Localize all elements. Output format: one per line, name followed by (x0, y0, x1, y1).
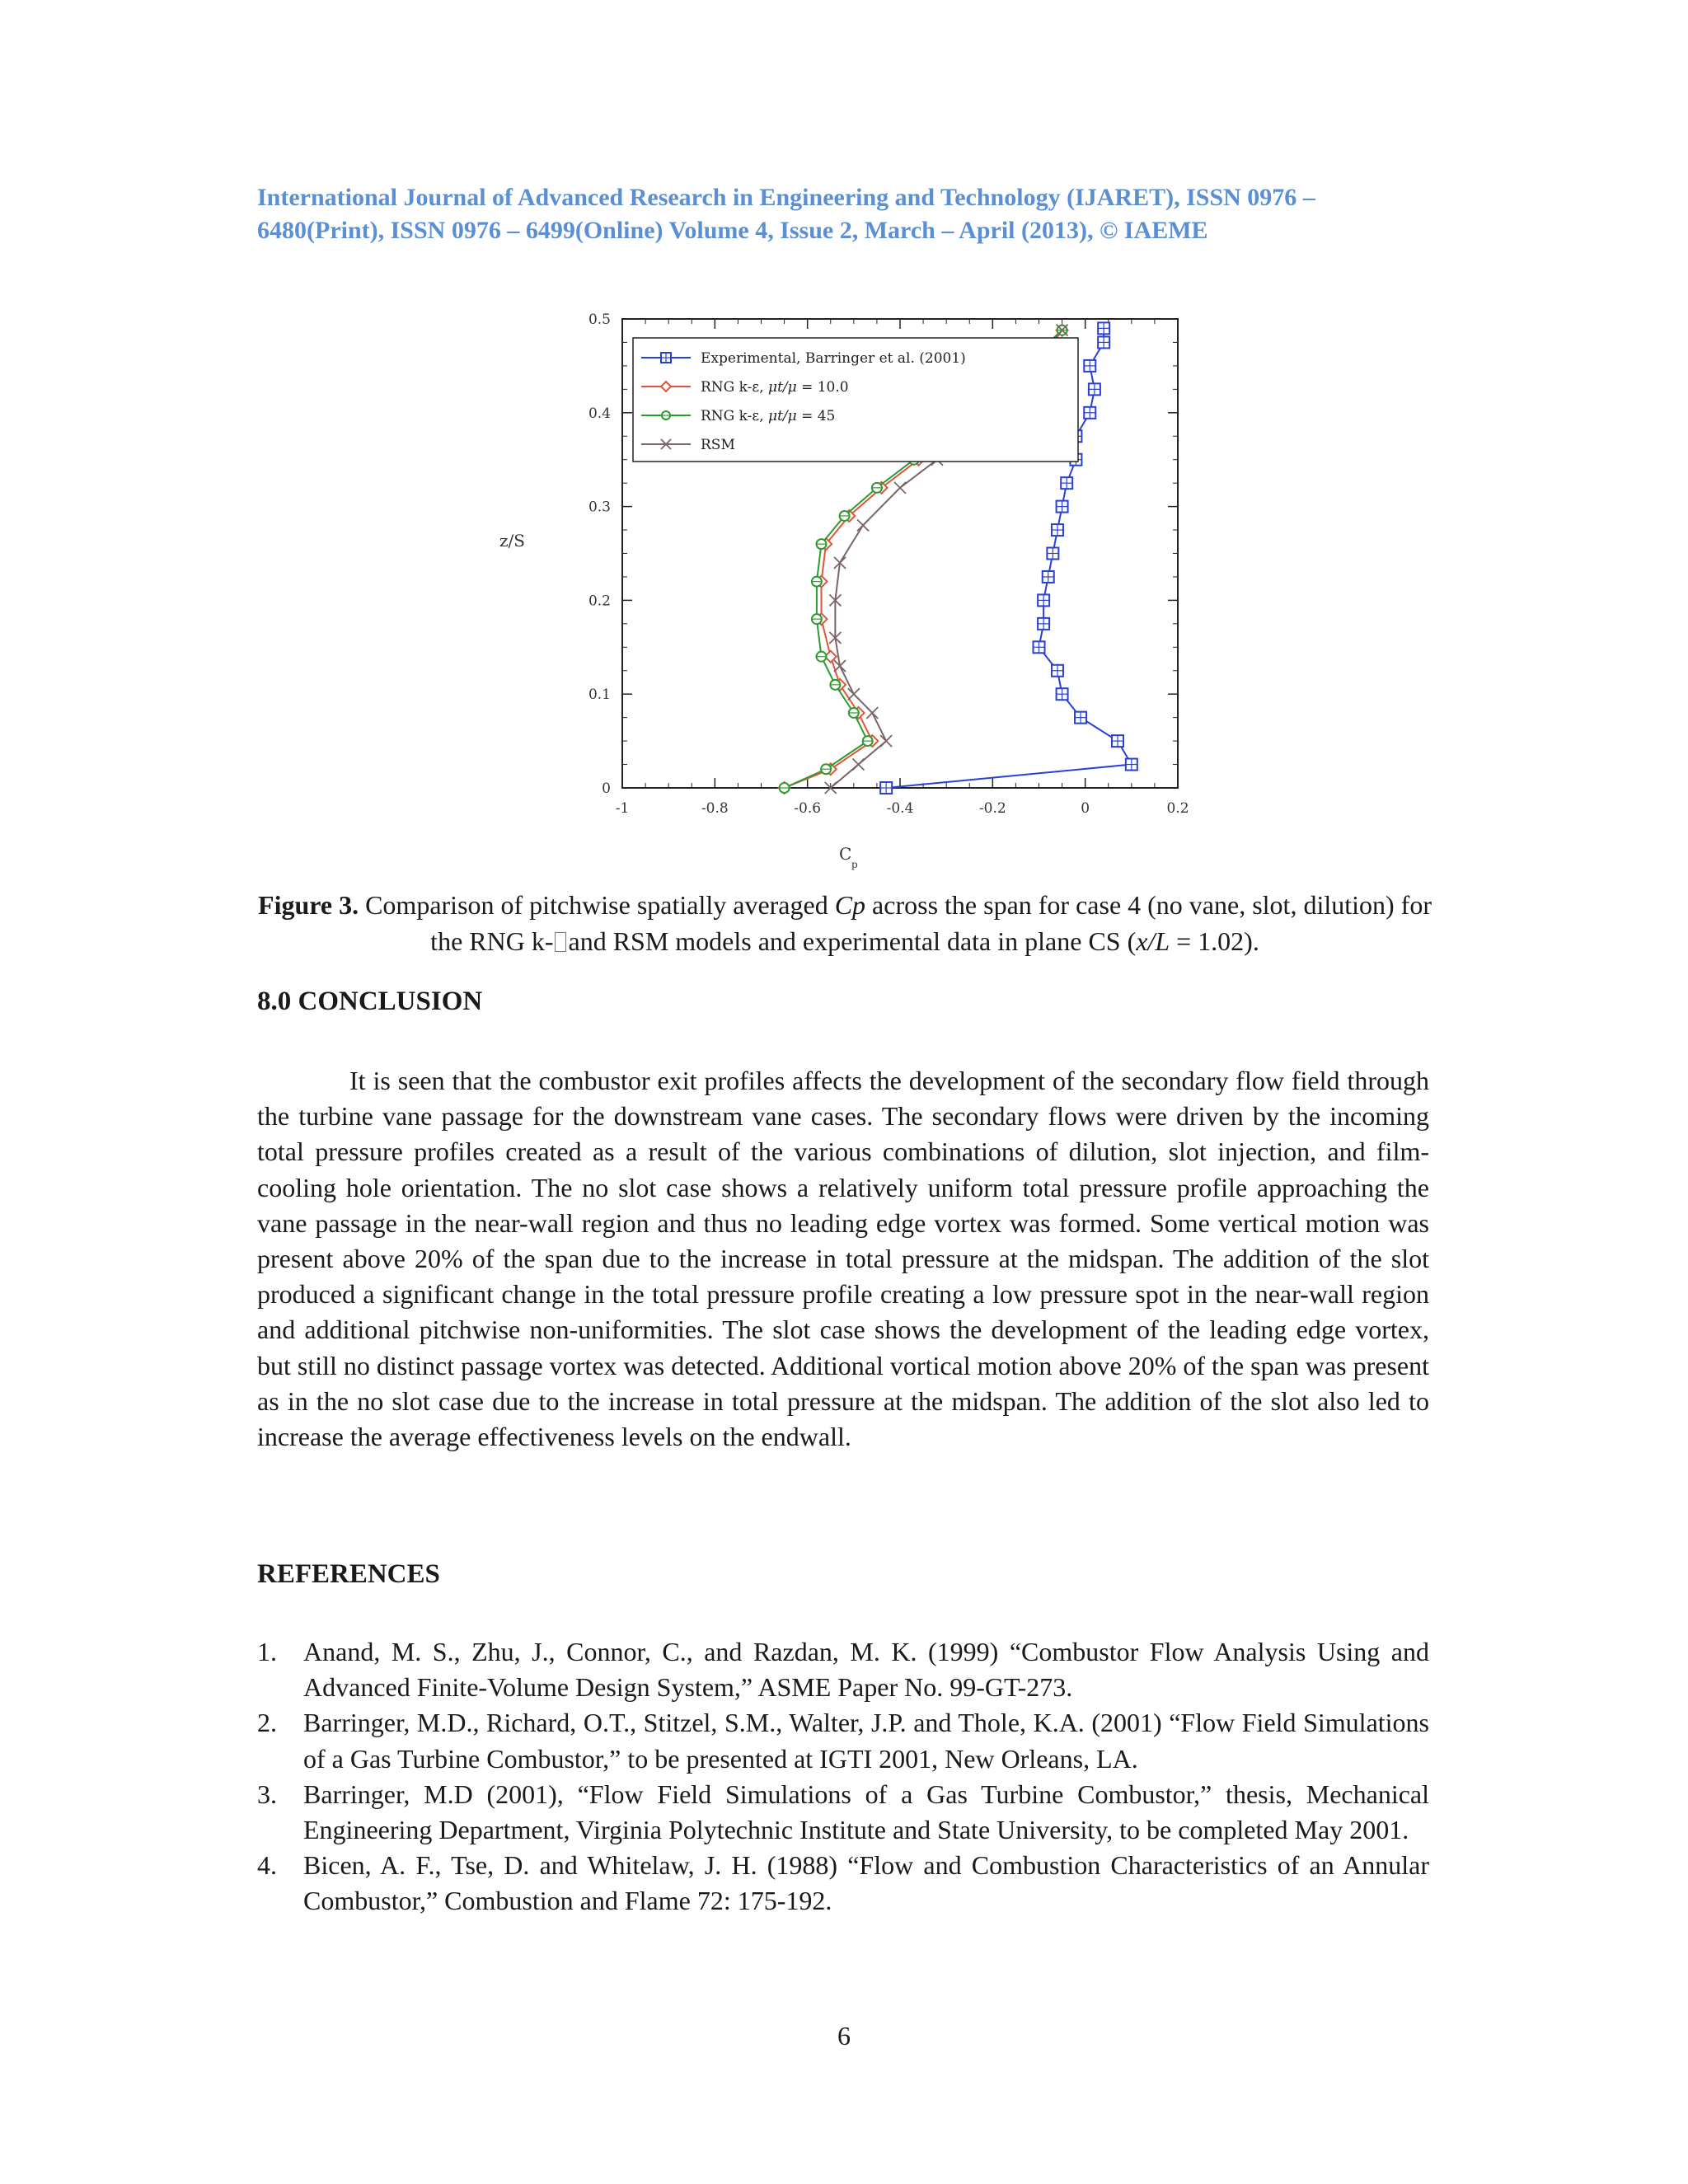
x-tick-label: 0 (1081, 800, 1090, 817)
x-tick-label: 0.2 (1166, 800, 1189, 817)
y-tick-label: 0.5 (588, 312, 611, 328)
x-tick-label: -0.2 (978, 800, 1006, 817)
caption-text-d: = 1.02). (1170, 926, 1259, 956)
x-tick-label: -0.4 (886, 800, 914, 817)
legend-label-italic: μt/μ (768, 379, 797, 396)
legend-label-main: RNG k-ε, (701, 408, 769, 424)
x-axis-label-subscript: p (851, 859, 858, 870)
x-tick-label: -0.8 (701, 800, 729, 817)
reference-item (257, 1848, 1429, 1919)
reference-item (257, 1634, 1429, 1705)
legend-label-main: RNG k-ε, (701, 379, 769, 396)
figure-caption (247, 887, 1442, 959)
y-tick-label: 0.3 (588, 499, 611, 516)
legend-label-italic: μt/μ (768, 408, 797, 424)
figure-3-chart (486, 297, 1203, 890)
legend-label-tail: = 10.0 (796, 379, 849, 396)
legend-label (701, 408, 835, 424)
caption-text-c: and RSM models and experimental data in plane CS ( (568, 926, 1137, 956)
y-tick-label: 0.1 (588, 687, 611, 704)
conclusion-paragraph: It is seen that the combustor exit profiles affects the development of the secondary flow field through the turbine vane passage for the downstream vane cases. The secondary flows were driven by the incoming total pressure profiles created as a result of the various combinations of dilution, slot injection, and film-cooling hole orientation. The no slot case shows a relatively uniform total pressure profile approaching the vane passage in the near-wall region and thus no leading edge vortex was formed. Some vertical motion was present above 20% of the span due to the increase in total pressure at the midspan. The addition of the slot produced a significant change in the total pressure profile creating a low pressure spot in the near-wall region and additional pitchwise non-uniformities. The slot case shows the development of the leading edge vortex, but still no distinct passage vortex was detected. Additional vortical motion above 20% of the span was present as in the no slot case due to the increase in total pressure at the midspan. The addition of the slot also led to increase the average effectiveness levels on the endwall. (257, 1066, 1429, 1452)
x-axis-label: C (839, 844, 852, 864)
reference-number: 2. (257, 1708, 277, 1738)
reference-text: Bicen, A. F., Tse, D. and Whitelaw, J. H. (1988) “Flow and Combustion Characteristics of an Annular Combustor,” Combustion and Flame 72: 175-192. (303, 1850, 1429, 1916)
reference-text: Barringer, M.D., Richard, O.T., Stitzel, S.M., Walter, J.P. and Thole, K.A. (2001) “Flow Field Simulations of a Gas Turbine Combustor,” to be presented at IGTI 2001, New Orleans, LA. (303, 1708, 1429, 1774)
y-axis-label: z/S (499, 531, 525, 551)
page-number: 6 (837, 2021, 851, 2050)
y-tick-label: 0 (602, 780, 611, 797)
reference-text: Anand, M. S., Zhu, J., Connor, C., and Razdan, M. K. (1999) “Combustor Flow Analysis Using and Advanced Finite-Volume Design System,” ASME Paper No. 99-GT-273. (303, 1637, 1429, 1703)
journal-header-line-1: International Journal of Advanced Research in Engineering and Technology (IJARET), ISSN 0976 – (257, 184, 1315, 211)
legend-label-tail: = 45 (796, 408, 836, 424)
cp-chart-svg (486, 297, 1203, 890)
caption-cp: Cp (834, 890, 866, 920)
reference-number: 1. (257, 1637, 277, 1666)
x-tick-label: -1 (615, 800, 630, 817)
legend-label: RSM (701, 437, 735, 453)
y-tick-label: 0.4 (588, 405, 611, 422)
caption-text-a: Comparison of pitchwise spatially averaged (359, 890, 835, 920)
conclusion-heading: 8.0 CONCLUSION (257, 987, 483, 1016)
missing-glyph-icon (555, 932, 566, 952)
y-tick-label: 0.2 (588, 593, 611, 610)
caption-text-b: across the span for case 4 (no vane, slot, dilution) for the RNG k- (430, 890, 1432, 956)
x-tick-label: -0.6 (794, 800, 822, 817)
figure-label: Figure 3. (258, 890, 359, 920)
reference-item (257, 1705, 1429, 1776)
reference-number: 4. (257, 1850, 277, 1881)
reference-item (257, 1777, 1429, 1848)
journal-header-line-2: 6480(Print), ISSN 0976 – 6499(Online) Volume 4, Issue 2, March – April (2013), © IAEME (257, 217, 1208, 244)
reference-text: Barringer, M.D (2001), “Flow Field Simulations of a Gas Turbine Combustor,” thesis, Mechanical Engineering Department, Virginia Polytechnic Institute and State University, to be completed May 2001. (303, 1779, 1429, 1845)
reference-list (257, 1634, 1429, 1919)
legend-label: Experimental, Barringer et al. (2001) (701, 350, 966, 367)
legend-label (701, 379, 849, 396)
references-heading: REFERENCES (257, 1559, 440, 1589)
reference-number: 3. (257, 1779, 277, 1809)
caption-xl: x/L (1136, 926, 1170, 956)
journal-header (257, 181, 1436, 247)
